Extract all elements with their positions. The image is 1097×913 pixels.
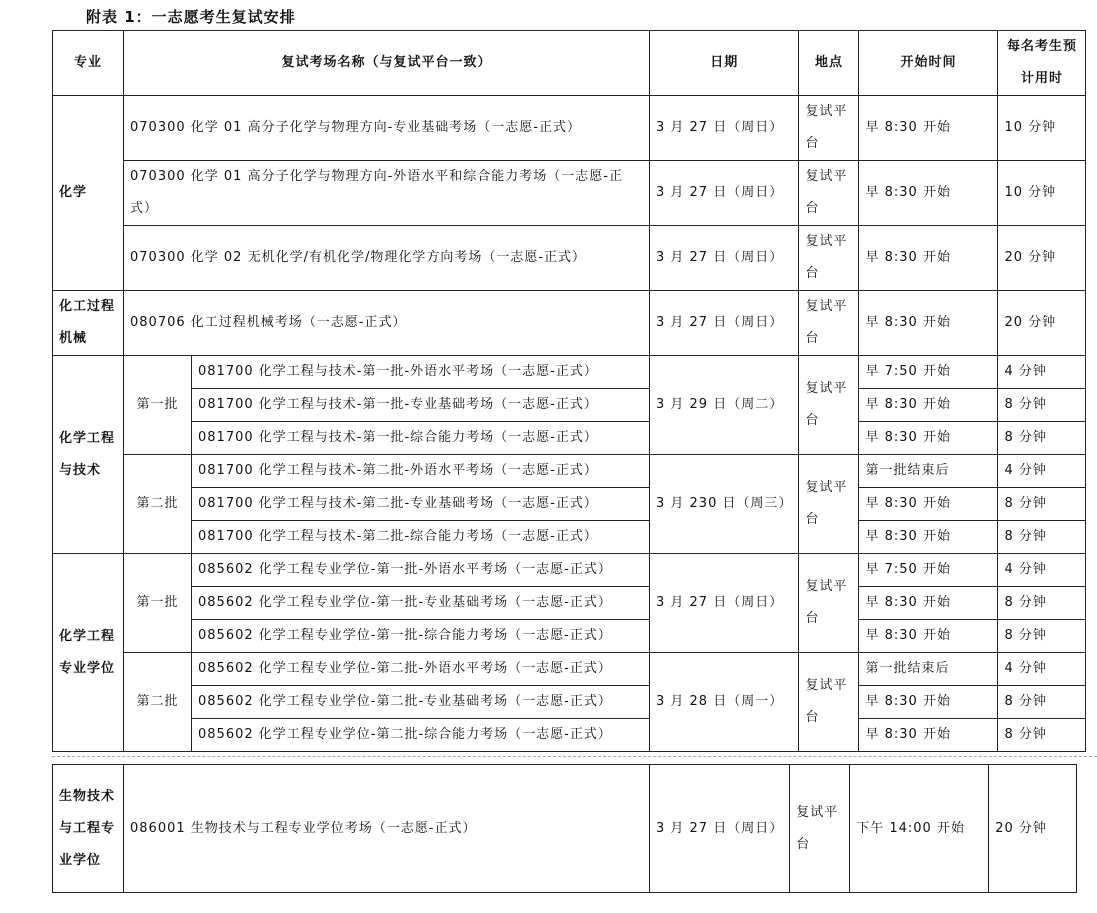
major-cell: 化学工程专业学位 (53, 554, 124, 752)
room-cell: 080706 化工过程机械考场（一志愿-正式） (124, 291, 650, 356)
page-break-divider (52, 756, 1097, 757)
location-cell: 复试平台 (799, 226, 859, 291)
room-cell: 085602 化学工程专业学位-第二批-综合能力考场（一志愿-正式） (192, 719, 650, 752)
table-row (53, 96, 1086, 161)
table-row (53, 620, 1086, 653)
table-row (53, 161, 1086, 226)
start-cell: 早 8:30 开始 (859, 226, 998, 291)
location-cell: 复试平台 (799, 291, 859, 356)
start-cell: 早 7:50 开始 (859, 356, 998, 389)
date-cell: 3 月 27 日（周日） (650, 765, 790, 893)
date-cell: 3 月 27 日（周日） (650, 554, 799, 653)
date-cell: 3 月 230 日（周三） (650, 455, 799, 554)
duration-cell: 4 分钟 (998, 356, 1086, 389)
duration-cell: 20 分钟 (989, 765, 1077, 893)
room-cell: 085602 化学工程专业学位-第二批-专业基础考场（一志愿-正式） (192, 686, 650, 719)
table-row (53, 455, 1086, 488)
duration-cell: 8 分钟 (998, 521, 1086, 554)
duration-cell: 4 分钟 (998, 554, 1086, 587)
batch-cell: 第一批 (124, 554, 192, 653)
table-row (53, 356, 1086, 389)
header-room: 复试考场名称（与复试平台一致） (124, 31, 650, 96)
page-title: 附表 1：一志愿考生复试安排 (86, 8, 296, 26)
header-location: 地点 (799, 31, 859, 96)
duration-cell: 8 分钟 (998, 422, 1086, 455)
date-cell: 3 月 27 日（周日） (650, 226, 799, 291)
table-row (53, 291, 1086, 356)
duration-cell: 8 分钟 (998, 488, 1086, 521)
duration-cell: 10 分钟 (998, 96, 1086, 161)
major-cell: 生物技术与工程专业学位 (53, 765, 124, 893)
room-cell: 081700 化学工程与技术-第一批-外语水平考场（一志愿-正式） (192, 356, 650, 389)
batch-cell: 第二批 (124, 455, 192, 554)
header-row (53, 31, 1086, 96)
table-row (53, 389, 1086, 422)
start-cell: 早 7:50 开始 (859, 554, 998, 587)
date-cell: 3 月 27 日（周日） (650, 96, 799, 161)
table-row (53, 653, 1086, 686)
header-start: 开始时间 (859, 31, 998, 96)
duration-cell: 8 分钟 (998, 620, 1086, 653)
room-cell: 086001 生物技术与工程专业学位考场（一志愿-正式） (124, 765, 650, 893)
header-duration: 每名考生预计用时 (998, 31, 1086, 96)
table-row (53, 587, 1086, 620)
major-cell: 化学 (53, 96, 124, 291)
start-cell: 早 8:30 开始 (859, 488, 998, 521)
start-cell: 第一批结束后 (859, 455, 998, 488)
table-row (53, 554, 1086, 587)
table-row (53, 521, 1086, 554)
location-cell: 复试平台 (799, 554, 859, 653)
start-cell: 早 8:30 开始 (859, 587, 998, 620)
location-cell: 复试平台 (799, 455, 859, 554)
header-major: 专业 (53, 31, 124, 96)
header-date: 日期 (650, 31, 799, 96)
duration-cell: 4 分钟 (998, 455, 1086, 488)
room-cell: 081700 化学工程与技术-第一批-专业基础考场（一志愿-正式） (192, 389, 650, 422)
location-cell: 复试平台 (799, 161, 859, 226)
start-cell: 第一批结束后 (859, 653, 998, 686)
duration-cell: 8 分钟 (998, 686, 1086, 719)
schedule-table-continued (52, 764, 1077, 893)
start-cell: 早 8:30 开始 (859, 521, 998, 554)
room-cell: 081700 化学工程与技术-第二批-综合能力考场（一志愿-正式） (192, 521, 650, 554)
start-cell: 早 8:30 开始 (859, 161, 998, 226)
major-cell: 化工过程机械 (53, 291, 124, 356)
room-cell: 070300 化学 02 无机化学/有机化学/物理化学方向考场（一志愿-正式） (124, 226, 650, 291)
start-cell: 下午 14:00 开始 (850, 765, 989, 893)
start-cell: 早 8:30 开始 (859, 291, 998, 356)
schedule-table (52, 30, 1086, 752)
location-cell: 复试平台 (799, 356, 859, 455)
duration-cell: 20 分钟 (998, 291, 1086, 356)
batch-cell: 第一批 (124, 356, 192, 455)
batch-cell: 第二批 (124, 653, 192, 752)
room-cell: 081700 化学工程与技术-第二批-外语水平考场（一志愿-正式） (192, 455, 650, 488)
table-row (53, 226, 1086, 291)
duration-cell: 10 分钟 (998, 161, 1086, 226)
room-cell: 085602 化学工程专业学位-第二批-外语水平考场（一志愿-正式） (192, 653, 650, 686)
start-cell: 早 8:30 开始 (859, 719, 998, 752)
start-cell: 早 8:30 开始 (859, 422, 998, 455)
date-cell: 3 月 28 日（周一） (650, 653, 799, 752)
room-cell: 085602 化学工程专业学位-第一批-外语水平考场（一志愿-正式） (192, 554, 650, 587)
location-cell: 复试平台 (799, 653, 859, 752)
table-row (53, 488, 1086, 521)
duration-cell: 4 分钟 (998, 653, 1086, 686)
table-row (53, 686, 1086, 719)
room-cell: 085602 化学工程专业学位-第一批-专业基础考场（一志愿-正式） (192, 587, 650, 620)
table-row (53, 422, 1086, 455)
date-cell: 3 月 27 日（周日） (650, 291, 799, 356)
room-cell: 070300 化学 01 高分子化学与物理方向-外语水平和综合能力考场（一志愿-正式） (124, 161, 650, 226)
table-row (53, 765, 1077, 893)
start-cell: 早 8:30 开始 (859, 96, 998, 161)
room-cell: 081700 化学工程与技术-第一批-综合能力考场（一志愿-正式） (192, 422, 650, 455)
location-cell: 复试平台 (799, 96, 859, 161)
start-cell: 早 8:30 开始 (859, 389, 998, 422)
room-cell: 085602 化学工程专业学位-第一批-综合能力考场（一志愿-正式） (192, 620, 650, 653)
duration-cell: 20 分钟 (998, 226, 1086, 291)
duration-cell: 8 分钟 (998, 389, 1086, 422)
room-cell: 070300 化学 01 高分子化学与物理方向-专业基础考场（一志愿-正式） (124, 96, 650, 161)
date-cell: 3 月 27 日（周日） (650, 161, 799, 226)
room-cell: 081700 化学工程与技术-第二批-专业基础考场（一志愿-正式） (192, 488, 650, 521)
start-cell: 早 8:30 开始 (859, 686, 998, 719)
table-row (53, 719, 1086, 752)
duration-cell: 8 分钟 (998, 587, 1086, 620)
date-cell: 3 月 29 日（周二） (650, 356, 799, 455)
start-cell: 早 8:30 开始 (859, 620, 998, 653)
location-cell: 复试平台 (790, 765, 850, 893)
duration-cell: 8 分钟 (998, 719, 1086, 752)
major-cell: 化学工程与技术 (53, 356, 124, 554)
